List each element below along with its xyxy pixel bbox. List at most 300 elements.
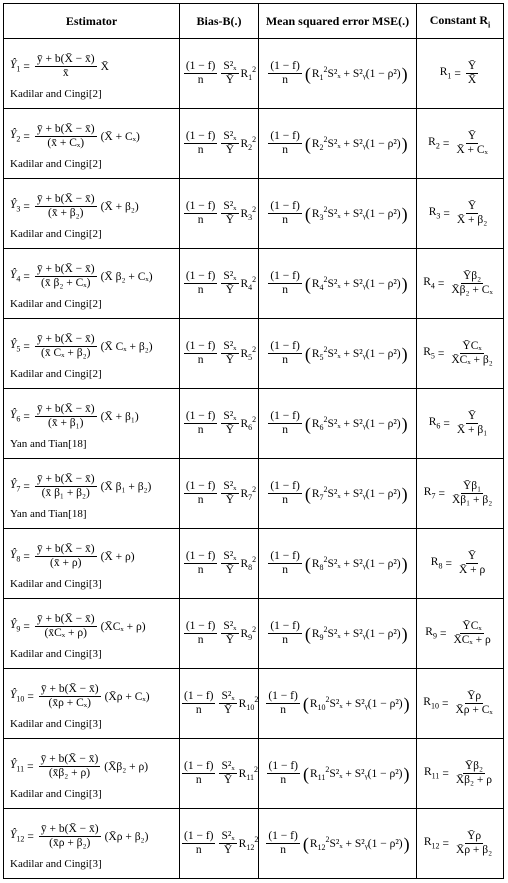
mse-open-paren: (	[304, 553, 311, 574]
constant-r-term: $R_{10}$	[423, 696, 439, 711]
bias-coef-fraction	[184, 550, 217, 577]
bias-coef-num: (1 − f)	[185, 130, 216, 142]
mse-cell	[259, 179, 417, 249]
equals-sign: =	[23, 550, 30, 563]
bias-ratio-fraction	[221, 130, 238, 157]
constant-den: X̄ρ + β₂	[456, 844, 493, 856]
mse-coef-num: (1 − f)	[270, 130, 300, 142]
table-header-row	[4, 4, 504, 39]
mse-open-paren: (	[304, 273, 311, 294]
bias-formula	[182, 60, 256, 87]
constant-r-sub: 5	[430, 351, 435, 361]
estimator-multiplier: X̄	[100, 60, 109, 73]
estimator-denominator: (x̄ρ + β₂)	[49, 837, 91, 849]
mse-r-term: $R_8^2$	[311, 554, 328, 573]
mse-r-term: $R_1^2$	[311, 64, 328, 83]
bias-ratio-num: S²ₓ	[223, 270, 237, 282]
bias-r-sub: 8	[248, 563, 253, 573]
bias-formula	[182, 550, 256, 577]
estimator-denominator: (x̄ + β₂)	[47, 207, 84, 219]
table-row	[4, 669, 504, 739]
estimator-formula	[10, 473, 179, 500]
bias-r-sub: 5	[248, 353, 253, 363]
constant-num: Ȳρ	[467, 830, 482, 842]
estimator-formula	[10, 123, 179, 150]
estimator-multiplier: (X̄ β₂ + Cₓ)	[100, 270, 153, 283]
constant-cell	[417, 739, 504, 809]
bias-coef-fraction	[182, 760, 215, 787]
estimator-formula	[10, 823, 179, 850]
bias-r-sub: 6	[248, 423, 253, 433]
constant-r-sub: 10	[430, 701, 439, 711]
bias-r-sub: 1	[248, 73, 253, 83]
bias-r-term: $R_{12}^2$	[238, 834, 259, 853]
estimator-numerator: ȳ + b(X̄ − x̄)	[36, 53, 95, 65]
bias-ratio-num: S²ₓ	[223, 620, 237, 632]
mse-open-paren: (	[302, 833, 309, 854]
estimator-formula	[10, 753, 179, 780]
constant-num: Ȳ	[467, 410, 477, 422]
mse-close-paren: )	[401, 483, 408, 504]
mse-coef-den: n	[280, 704, 286, 716]
mse-r-term: $R_{12}^2$	[309, 834, 330, 853]
bias-formula	[180, 690, 258, 717]
estimator-cell	[4, 809, 180, 879]
estimator-author: Kadilar and Cingi[3]	[10, 648, 102, 660]
estimator-subscript: 5	[16, 344, 21, 354]
bias-coef-num: (1 − f)	[185, 340, 216, 352]
estimator-formula	[10, 683, 179, 710]
estimator-symbol: $Ŷ_{12}$	[10, 829, 25, 844]
mse-r-term: $R_9^2$	[311, 624, 328, 643]
estimator-denominator: (x̄Cₓ + ρ)	[44, 627, 87, 639]
estimator-author: Kadilar and Cingi[3]	[10, 718, 102, 730]
bias-ratio-num: S²ₓ	[221, 830, 235, 842]
constant-r-sub: 9	[432, 631, 437, 641]
constant-formula	[429, 410, 492, 437]
bias-coef-num: (1 − f)	[184, 760, 214, 772]
bias-ratio-den: Ȳ	[225, 494, 235, 506]
bias-coef-den: n	[197, 74, 204, 86]
bias-ratio-fraction	[219, 690, 236, 717]
mse-coef-fraction	[268, 200, 301, 227]
equals-sign: =	[27, 760, 34, 773]
bias-coef-fraction	[182, 830, 215, 857]
bias-ratio-den: Ȳ	[223, 844, 233, 856]
equals-sign: =	[23, 60, 30, 73]
mse-coef-fraction	[268, 60, 301, 87]
constant-den: X̄ρ + Cₓ	[455, 704, 493, 716]
bias-ratio-fraction	[219, 760, 236, 787]
bias-ratio-num: S²ₓ	[223, 200, 237, 212]
bias-ratio-num: S²ₓ	[221, 760, 235, 772]
constant-fraction	[457, 550, 487, 577]
estimator-denominator: (x̄ β₁ + β₂)	[41, 487, 90, 499]
mse-r-term: $R_7^2$	[311, 484, 328, 503]
estimator-cell	[4, 249, 180, 319]
constant-r-sub: 6	[436, 421, 441, 431]
constant-num: Ȳβ₂	[464, 760, 484, 772]
bias-coef-den: n	[195, 844, 202, 856]
bias-r-term: $R_4^2$	[240, 274, 257, 293]
constant-fraction	[449, 340, 494, 367]
bias-formula	[182, 200, 256, 227]
estimator-fraction	[35, 333, 97, 360]
bias-r-term: $R_{11}^2$	[238, 764, 259, 783]
equals-sign: =	[27, 690, 34, 703]
constant-equals: =	[454, 67, 461, 80]
constant-den: X̄Cₓ + ρ	[453, 634, 491, 646]
estimator-author: Kadilar and Cingi[2]	[10, 88, 102, 100]
mse-formula	[266, 270, 408, 297]
estimator-numerator: ȳ + b(X̄ − x̄)	[36, 333, 95, 345]
mse-coef-num: (1 − f)	[268, 690, 298, 702]
bias-coef-fraction	[184, 270, 217, 297]
bias-ratio-fraction	[221, 270, 238, 297]
table-row	[4, 529, 504, 599]
constant-cell	[417, 529, 504, 599]
mse-formula	[264, 830, 410, 857]
mse-coef-den: n	[282, 74, 288, 86]
equals-sign: =	[23, 270, 30, 283]
mse-formula	[264, 690, 410, 717]
estimator-denominator: (x̄ Cₓ + β₂)	[41, 347, 91, 359]
bias-ratio-num: S²ₓ	[223, 340, 237, 352]
estimator-formula	[10, 613, 179, 640]
mse-open-paren: (	[304, 483, 311, 504]
bias-r-sub: 4	[248, 283, 253, 293]
table-row	[4, 39, 504, 109]
estimator-numerator: ȳ + b(X̄ − x̄)	[36, 403, 95, 415]
mse-r-term: $R_5^2$	[311, 344, 328, 363]
bias-coef-fraction	[184, 200, 217, 227]
mse-formula	[266, 620, 408, 647]
estimator-subscript: 9	[16, 624, 21, 634]
mse-coef-fraction	[268, 620, 301, 647]
mse-coef-den: n	[282, 284, 288, 296]
bias-r-sub: 12	[246, 843, 255, 853]
mse-open-paren: (	[304, 343, 311, 364]
bias-coef-fraction	[184, 620, 217, 647]
bias-cell	[180, 809, 259, 879]
mse-cell	[259, 249, 417, 319]
mse-r-sub: 1	[319, 73, 324, 83]
bias-ratio-fraction	[221, 620, 238, 647]
estimator-multiplier: (X̄Cₓ + ρ)	[100, 620, 146, 633]
constant-fraction	[453, 690, 494, 717]
mse-formula	[266, 200, 408, 227]
bias-r-term: $R_9^2$	[240, 624, 257, 643]
estimator-subscript: 4	[16, 274, 21, 284]
constant-r-term: $R_6$	[428, 416, 441, 431]
mse-coef-den: n	[280, 844, 286, 856]
estimator-cell	[4, 39, 180, 109]
estimator-denominator: (x̄ β₂ + Cₓ)	[41, 277, 91, 289]
bias-coef-num: (1 − f)	[185, 620, 216, 632]
estimator-formula	[10, 333, 179, 360]
bias-r-sub: 7	[248, 493, 253, 503]
constant-equals: =	[439, 627, 447, 640]
mse-r-sub: 2	[319, 143, 324, 153]
bias-coef-fraction	[184, 340, 217, 367]
bias-cell	[180, 599, 259, 669]
estimator-author: Kadilar and Cingi[3]	[10, 788, 102, 800]
constant-r-sub: 4	[430, 281, 435, 291]
estimator-fraction	[35, 263, 97, 290]
estimator-cell	[4, 529, 180, 599]
estimator-subscript: 2	[16, 134, 21, 144]
mse-r-sub: 9	[319, 633, 324, 643]
bias-r-term: $R_6^2$	[240, 414, 257, 433]
bias-coef-den: n	[197, 354, 204, 366]
header-estimator: Estimator	[4, 4, 180, 39]
mse-coef-den: n	[280, 774, 287, 786]
bias-coef-den: n	[197, 424, 204, 436]
constant-den: X̄	[467, 74, 477, 86]
header-mse: Mean squared error MSE(.)	[259, 4, 417, 39]
estimator-cell	[4, 669, 180, 739]
header-bias: Bias-B(.)	[180, 4, 259, 39]
constant-formula	[423, 690, 496, 717]
mse-coef-num: (1 − f)	[268, 760, 298, 772]
bias-r-term: $R_{10}^2$	[238, 694, 259, 713]
estimator-fraction	[35, 613, 97, 640]
bias-coef-den: n	[197, 564, 204, 576]
mse-coef-den: n	[282, 494, 288, 506]
constant-den: X̄ + Cₓ	[456, 144, 488, 156]
bias-r-sub: 10	[246, 703, 255, 713]
mse-formula	[266, 410, 408, 437]
bias-coef-den: n	[195, 704, 202, 716]
estimator-fraction	[39, 823, 101, 850]
constant-r-sub: 12	[431, 841, 440, 851]
estimator-subscript: 8	[16, 554, 21, 564]
mse-coef-fraction	[268, 270, 301, 297]
constant-den: X̄ + β₁	[456, 424, 488, 436]
constant-equals: =	[443, 417, 450, 430]
mse-coef-num: (1 − f)	[270, 200, 300, 212]
estimator-subscript: 11	[16, 764, 25, 774]
bias-r-term: $R_1^2$	[240, 64, 257, 83]
bias-coef-fraction	[184, 480, 217, 507]
estimator-symbol: $Ŷ_2$	[10, 129, 21, 144]
mse-coef-num: (1 − f)	[270, 550, 300, 562]
mse-r-term: $R_4^2$	[311, 274, 328, 293]
constant-r-sub: 2	[435, 141, 440, 151]
estimator-formula	[10, 403, 179, 430]
estimator-cell	[4, 739, 180, 809]
mse-coef-num: (1 − f)	[270, 340, 300, 352]
bias-cell	[180, 669, 259, 739]
mse-cell	[259, 809, 417, 879]
bias-ratio-fraction	[221, 410, 238, 437]
bias-coef-den: n	[197, 634, 204, 646]
constant-den: X̄ + β₂	[456, 214, 488, 226]
constant-num: Ȳ	[467, 60, 477, 72]
estimator-cell	[4, 599, 180, 669]
estimator-cell	[4, 459, 180, 529]
mse-r-sub: 8	[319, 563, 324, 573]
estimator-multiplier: (X̄ + Cₓ)	[100, 130, 140, 143]
mse-close-paren: )	[401, 133, 408, 154]
estimator-subscript: 12	[16, 834, 25, 844]
bias-coef-den: n	[197, 284, 204, 296]
constant-num: Ȳβ₁	[463, 480, 482, 492]
constant-num: Ȳβ₂	[463, 270, 482, 282]
bias-coef-num: (1 − f)	[185, 270, 216, 282]
estimator-cell	[4, 109, 180, 179]
bias-ratio-den: Ȳ	[225, 74, 235, 86]
mse-close-paren: )	[401, 203, 408, 224]
estimator-subscript: 3	[16, 204, 21, 214]
mse-coef-den: n	[282, 354, 288, 366]
constant-cell	[417, 249, 504, 319]
bias-cell	[180, 739, 259, 809]
constant-fraction	[450, 480, 494, 507]
mse-r-sub: 7	[319, 493, 324, 503]
mse-cell	[259, 109, 417, 179]
bias-ratio-den: Ȳ	[225, 144, 235, 156]
bias-formula	[182, 340, 256, 367]
mse-coef-num: (1 − f)	[270, 410, 300, 422]
constant-num: ȲCₓ	[462, 620, 482, 632]
bias-ratio-fraction	[221, 60, 238, 87]
mse-coef-fraction	[266, 690, 299, 717]
constant-formula	[424, 760, 496, 787]
constant-r-term: $R_5$	[423, 346, 435, 361]
mse-rest: S²ₓ + S²ᵧ(1 − ρ²)	[327, 207, 401, 220]
estimator-symbol: $Ŷ_1$	[10, 59, 21, 74]
estimator-symbol: $Ŷ_8$	[10, 549, 21, 564]
estimator-author: Kadilar and Cingi[2]	[10, 228, 102, 240]
mse-close-paren: )	[401, 553, 408, 574]
bias-cell	[180, 389, 259, 459]
mse-formula	[266, 60, 408, 87]
mse-rest: S²ₓ + S²ᵧ(1 − ρ²)	[329, 767, 403, 780]
constant-cell	[417, 389, 504, 459]
estimator-denominator: (x̄ + β₁)	[47, 417, 84, 429]
constant-formula	[424, 480, 496, 507]
table-row	[4, 179, 504, 249]
mse-r-term: $R_2^2$	[311, 134, 328, 153]
estimator-cell	[4, 389, 180, 459]
estimator-author: Yan and Tian[18]	[10, 508, 87, 520]
mse-cell	[259, 529, 417, 599]
constant-fraction	[455, 200, 489, 227]
bias-coef-num: (1 − f)	[184, 690, 214, 702]
estimator-numerator: ȳ + b(X̄ − x̄)	[36, 123, 95, 135]
mse-rest: S²ₓ + S²ᵧ(1 − ρ²)	[327, 277, 401, 290]
bias-r-term: $R_2^2$	[240, 134, 257, 153]
constant-fraction	[451, 620, 492, 647]
mse-coef-fraction	[268, 550, 301, 577]
estimator-table-wrapper	[3, 3, 503, 879]
table-row	[4, 459, 504, 529]
mse-close-paren: )	[403, 833, 410, 854]
constant-num: Ȳ	[467, 130, 477, 142]
constant-equals: =	[443, 207, 450, 220]
constant-cell	[417, 319, 504, 389]
bias-cell	[180, 109, 259, 179]
estimator-fraction	[39, 753, 101, 780]
bias-ratio-num: S²ₓ	[223, 480, 237, 492]
mse-close-paren: )	[403, 763, 410, 784]
mse-open-paren: (	[304, 133, 311, 154]
bias-r-sub: 3	[248, 213, 253, 223]
mse-coef-den: n	[282, 564, 288, 576]
constant-r-term: $R_4$	[423, 276, 435, 291]
constant-equals: =	[437, 347, 445, 360]
mse-cell	[259, 389, 417, 459]
header-constant	[417, 4, 504, 39]
mse-r-sub: 11	[317, 773, 326, 783]
constant-r-term: $R_{11}$	[423, 766, 440, 781]
constant-formula	[428, 130, 492, 157]
mse-coef-den: n	[282, 214, 288, 226]
constant-r-sub: 8	[438, 561, 443, 571]
bias-coef-num: (1 − f)	[185, 60, 216, 72]
constant-equals: =	[442, 767, 449, 780]
constant-den: X̄β₂ + Cₓ	[451, 284, 493, 296]
mse-coef-num: (1 − f)	[268, 830, 298, 842]
bias-cell	[180, 529, 259, 599]
estimator-symbol: $Ŷ_{11}$	[10, 759, 25, 774]
mse-rest: S²ₓ + S²ᵧ(1 − ρ²)	[327, 67, 401, 80]
mse-coef-num: (1 − f)	[270, 270, 300, 282]
estimator-subscript: 1	[16, 64, 21, 74]
mse-formula	[266, 480, 408, 507]
bias-coef-num: (1 − f)	[185, 550, 216, 562]
bias-ratio-den: Ȳ	[225, 284, 235, 296]
mse-open-paren: (	[302, 693, 309, 714]
constant-cell	[417, 599, 504, 669]
estimator-numerator: ȳ + b(X̄ − x̄)	[36, 613, 95, 625]
mse-coef-num: (1 − f)	[270, 620, 300, 632]
estimator-subscript: 6	[16, 414, 21, 424]
estimator-numerator: ȳ + b(X̄ − x̄)	[40, 823, 99, 835]
bias-ratio-num: S²ₓ	[223, 130, 237, 142]
constant-r-term: $R_{12}$	[423, 836, 440, 851]
constant-fraction	[454, 130, 490, 157]
mse-coef-fraction	[268, 410, 301, 437]
bias-ratio-num: S²ₓ	[221, 690, 235, 702]
bias-r-term: $R_7^2$	[240, 484, 257, 503]
mse-r-sub: 12	[317, 843, 326, 853]
mse-formula	[266, 340, 408, 367]
bias-coef-den: n	[197, 214, 204, 226]
equals-sign: =	[23, 340, 30, 353]
bias-formula	[182, 620, 256, 647]
constant-cell	[417, 109, 504, 179]
estimator-cell	[4, 319, 180, 389]
estimator-numerator: ȳ + b(X̄ − x̄)	[36, 193, 95, 205]
bias-r-sub: 9	[248, 633, 253, 643]
mse-r-term: $R_{10}^2$	[309, 694, 330, 713]
bias-coef-fraction	[184, 410, 217, 437]
bias-coef-den: n	[197, 494, 204, 506]
bias-ratio-fraction	[221, 480, 238, 507]
estimator-numerator: ȳ + b(X̄ − x̄)	[36, 543, 95, 555]
bias-ratio-den: Ȳ	[225, 214, 235, 226]
mse-open-paren: (	[304, 413, 311, 434]
bias-formula	[182, 410, 256, 437]
mse-cell	[259, 669, 417, 739]
mse-close-paren: )	[403, 693, 410, 714]
bias-ratio-fraction	[221, 200, 238, 227]
constant-r-sub: 1	[447, 71, 452, 81]
constant-formula	[425, 620, 494, 647]
estimator-fraction	[35, 53, 97, 80]
